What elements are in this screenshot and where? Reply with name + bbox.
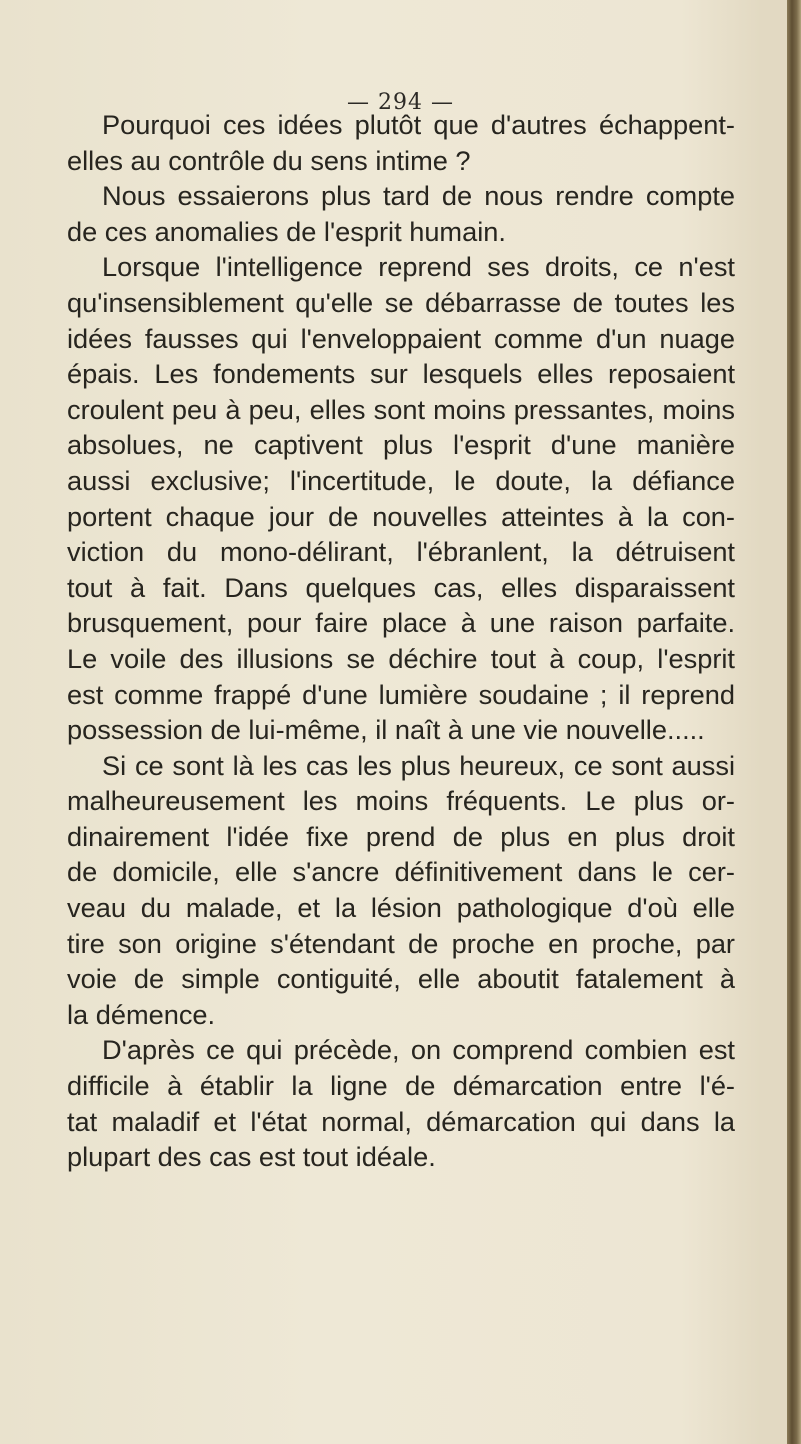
text-line: plupart des cas est tout idéale. — [67, 1141, 436, 1173]
text-line: voie de simple contiguité, elle aboutit fatalement à — [67, 963, 735, 995]
body-text — [67, 107, 735, 1175]
text-line: viction du mono-délirant, l'ébranlent, la détruisent — [67, 536, 735, 568]
text-line: portent chaque jour de nouvelles atteintes à la con- — [67, 500, 735, 532]
text-line: elles au contrôle du sens intime ? — [67, 144, 471, 176]
text-line: aussi exclusive; l'incertitude, le doute, la défiance — [67, 464, 735, 496]
text-line: est comme frappé d'une lumière soudaine ; il reprend — [67, 678, 735, 710]
text-line: Lorsque l'intelligence reprend ses droits, ce n'est — [102, 251, 735, 283]
text-line: de domicile, elle s'ancre définitivement dans le cer- — [67, 856, 735, 888]
text-line: dinairement l'idée fixe prend de plus en plus droit — [67, 820, 735, 852]
text-line: Si ce sont là les cas les plus heureux, ce sont aussi — [102, 749, 735, 781]
text-line: absolues, ne captivent plus l'esprit d'une manière — [67, 429, 735, 461]
page-number: — 294 — — [347, 90, 454, 115]
text-line: idées fausses qui l'enveloppaient comme d'un nuage — [67, 322, 735, 354]
text-line: Le voile des illusions se déchire tout à coup, l'esprit — [67, 642, 735, 674]
text-line: épais. Les fondements sur lesquels elles reposaient — [67, 358, 735, 390]
text-line: tout à fait. Dans quelques cas, elles disparaissent — [67, 571, 735, 603]
text-line: possession de lui-même, il naît à une vie nouvelle..... — [67, 714, 705, 746]
text-line: Pourquoi ces idées plutôt que d'autres échappent- — [102, 109, 735, 140]
text-line: Nous essaierons plus tard de nous rendre compte — [102, 180, 735, 212]
text-line: tat maladif et l'état normal, démarcation qui dans la — [67, 1105, 735, 1137]
text-line: difficile à établir la ligne de démarcation entre l'é- — [67, 1070, 735, 1102]
text-line: D'après ce qui précède, on comprend combien est — [102, 1034, 735, 1066]
text-line: brusquement, pour faire place à une raison parfaite. — [67, 607, 735, 639]
text-line: croulent peu à peu, elles sont moins pressantes, moins — [67, 393, 735, 425]
text-line: qu'insensiblement qu'elle se débarrasse de toutes les — [67, 286, 735, 318]
text-line: tire son origine s'étendant de proche en proche, par — [67, 927, 735, 959]
text-line: malheureusement les moins fréquents. Le plus or- — [67, 785, 735, 817]
text-line: la démence. — [67, 998, 216, 1030]
page-edge — [787, 0, 801, 1444]
text-line: veau du malade, et la lésion pathologique d'où elle — [67, 892, 735, 924]
text-line: de ces anomalies de l'esprit humain. — [67, 215, 506, 247]
